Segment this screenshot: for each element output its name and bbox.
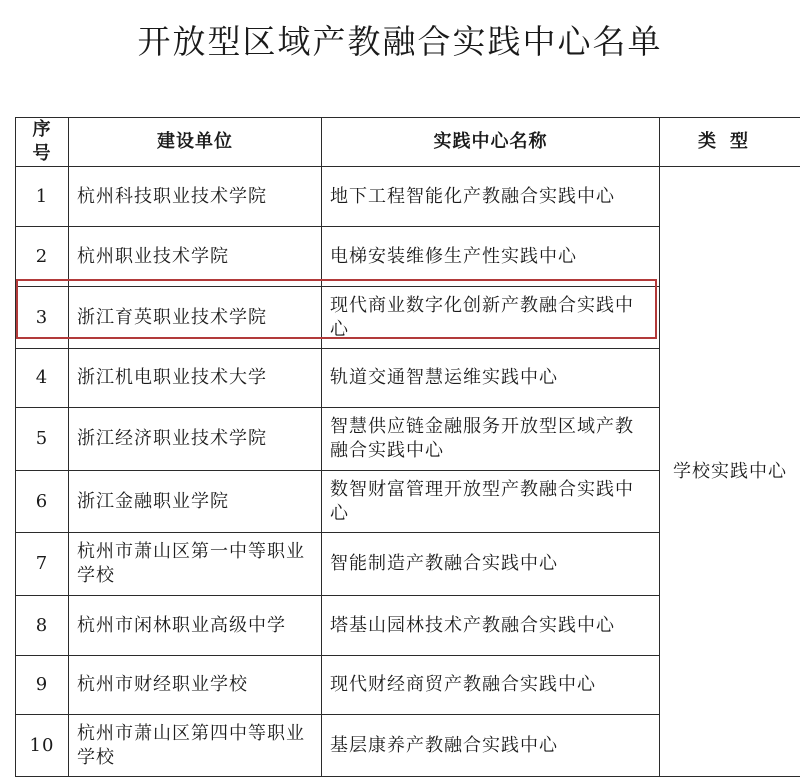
- row-center-name: 现代商业数字化创新产教融合实践中心: [322, 287, 660, 349]
- row-index: 1: [16, 167, 69, 227]
- header-index: 序号: [16, 118, 69, 167]
- row-builder: 杭州市财经职业学校: [69, 656, 322, 715]
- row-index: 9: [16, 656, 69, 715]
- row-center-name: 轨道交通智慧运维实践中心: [322, 349, 660, 408]
- row-builder: 浙江机电职业技术大学: [69, 349, 322, 408]
- row-center-name: 智慧供应链金融服务开放型区域产教融合实践中心: [322, 408, 660, 471]
- row-index: 7: [16, 533, 69, 596]
- row-index: 8: [16, 596, 69, 656]
- row-index: 5: [16, 408, 69, 471]
- row-builder: 杭州职业技术学院: [69, 227, 322, 287]
- row-center-name: 地下工程智能化产教融合实践中心: [322, 167, 660, 227]
- header-center-name: 实践中心名称: [322, 118, 660, 167]
- row-index: 10: [16, 715, 69, 777]
- row-index: 6: [16, 471, 69, 533]
- row-center-name: 塔基山园林技术产教融合实践中心: [322, 596, 660, 656]
- row-index: 3: [16, 287, 69, 349]
- row-builder: 杭州科技职业技术学院: [69, 167, 322, 227]
- row-builder: 浙江育英职业技术学院: [69, 287, 322, 349]
- header-builder: 建设单位: [69, 118, 322, 167]
- center-list-table: [15, 117, 800, 777]
- row-builder: 杭州市闲林职业高级中学: [69, 596, 322, 656]
- row-builder: 浙江金融职业学院: [69, 471, 322, 533]
- table-header-row: [16, 118, 800, 167]
- row-center-name: 基层康养产教融合实践中心: [322, 715, 660, 777]
- row-index: 2: [16, 227, 69, 287]
- row-index: 4: [16, 349, 69, 408]
- row-builder: 杭州市萧山区第四中等职业学校: [69, 715, 322, 777]
- row-center-name: 数智财富管理开放型产教融合实践中心: [322, 471, 660, 533]
- type-cell: 学校实践中心: [660, 167, 800, 777]
- row-center-name: 智能制造产教融合实践中心: [322, 533, 660, 596]
- table-row: [16, 167, 800, 227]
- row-builder: 杭州市萧山区第一中等职业学校: [69, 533, 322, 596]
- row-center-name: 电梯安装维修生产性实践中心: [322, 227, 660, 287]
- row-builder: 浙江经济职业技术学院: [69, 408, 322, 471]
- header-type: 类型: [660, 118, 800, 167]
- document-title: 开放型区域产教融合实践中心名单: [137, 22, 663, 61]
- row-center-name: 现代财经商贸产教融合实践中心: [322, 656, 660, 715]
